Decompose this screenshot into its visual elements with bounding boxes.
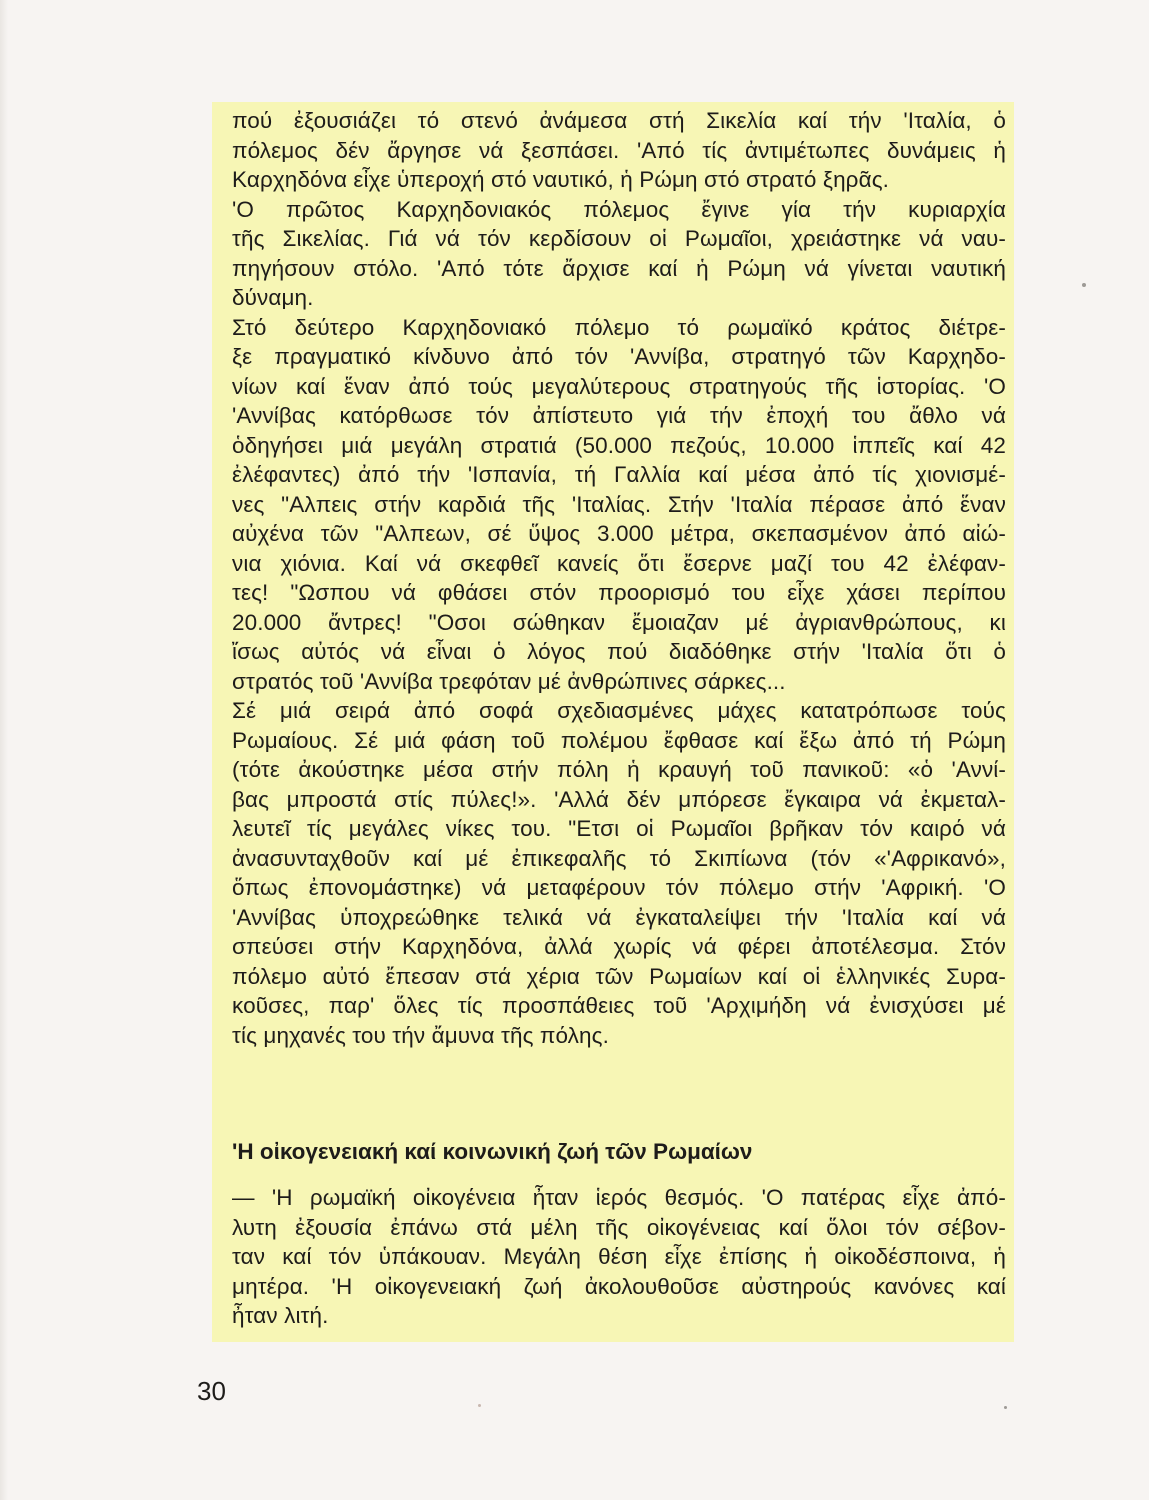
text-line: νες "Αλπεις στήν καρδιά τῆς 'Ιταλίας. Στήν 'Ιταλία πέρασε ἀπό ἕναν: [232, 491, 1006, 517]
text-line: μητέρα. 'Η οἰκογενειακή ζωή ἀκολουθοῦσε αὐστηρούς κανόνες καί: [232, 1273, 1006, 1299]
text-line: 'Ο πρῶτος Καρχηδονιακός πόλεμος ἔγινε γία τήν κυριαρχία: [232, 196, 1006, 222]
section-heading: 'Η οἰκογενειακή καί κοινωνική ζωή τῶν Ρωμαίων: [232, 1139, 753, 1164]
body-text: [232, 106, 1006, 1050]
text-line: — 'Η ρωμαϊκή οἰκογένεια ἦταν ἱερός θεσμός. 'Ο πατέρας εἶχε ἀπό-: [232, 1185, 1006, 1210]
page-edge: [0, 0, 8, 1500]
text-line: ὅπως ἐπονομάστηκε) νά μεταφέρουν τόν πόλεμο στήν 'Αφρική. 'Ο: [232, 875, 1006, 900]
text-line: νια χιόνια. Καί νά σκεφθεῖ κανείς ὅτι ἔσερνε μαζί του 42 ἐλέφαν-: [232, 550, 1006, 576]
text-line: ὁδηγήσει μιά μεγάλη στρατιά (50.000 πεζούς, 10.000 ἱππεῖς καί 42: [232, 432, 1006, 458]
text-line: ταν καί τόν ὑπάκουαν. Μεγάλη θέση εἶχε ἐπίσης ἡ οἰκοδέσποινα, ἡ: [232, 1244, 1006, 1269]
paper-speck: [1082, 283, 1086, 287]
text-line: αὐχένα τῶν "Αλπεων, σέ ὕψος 3.000 μέτρα, σκεπασμένον ἀπό αἰώ-: [232, 521, 1006, 546]
text-line: δύναμη.: [232, 285, 314, 310]
paper-speck: [478, 1404, 481, 1407]
text-line: 20.000 ἄντρες! "Οσοι σώθηκαν ἔμοιαζαν μέ ἀγριανθρώπους, κι: [232, 609, 1006, 635]
section-text: [232, 1183, 1006, 1331]
text-line: σπεύσει στήν Καρχηδόνα, ἀλλά χωρίς νά φέρει ἀποτέλεσμα. Στόν: [232, 934, 1006, 959]
text-line: πόλεμος δέν ἄργησε νά ξεσπάσει. 'Από τίς ἀντιμέτωπες δυνάμεις ἡ: [232, 137, 1006, 163]
text-line: Ρωμαίους. Σέ μιά φάση τοῦ πολέμου ἔφθασε καί ἔξω ἀπό τή Ρώμη: [232, 727, 1006, 753]
text-line: ἦταν λιτή.: [232, 1303, 329, 1328]
text-line: πηγήσουν στόλο. 'Από τότε ἄρχισε καί ἡ Ρώμη νά γίνεται ναυτική: [232, 255, 1006, 281]
text-line: τες! "Ωσπου νά φθάσει στόν προορισμό του εἶχε χάσει περίπου: [232, 580, 1006, 605]
text-line: λευτεῖ τίς μεγάλες νίκες του. "Ετσι οἱ Ρωμαῖοι βρῆκαν τόν καιρό νά: [232, 816, 1006, 841]
text-line: λυτη ἐξουσία ἐπάνω στά μέλη τῆς οἰκογένειας καί ὅλοι τόν σέβον-: [232, 1214, 1006, 1240]
text-line: Σέ μιά σειρά ἀπό σοφά σχεδιασμένες μάχες κατατρόπωσε τούς: [232, 698, 1006, 723]
paper-speck: [1004, 1406, 1007, 1409]
text-line: ξε πραγματικό κίνδυνο ἀπό τόν 'Αννίβα, στρατηγό τῶν Καρχηδο-: [232, 344, 1006, 369]
text-line: ἴσως αὐτός νά εἶναι ὁ λόγος πού διαδόθηκε στήν 'Ιταλία ὅτι ὁ: [232, 639, 1006, 664]
text-line: 'Αννίβας κατόρθωσε τόν ἀπίστευτο γιά τήν ἐποχή του ἄθλο νά: [232, 403, 1006, 428]
text-line: ἐλέφαντες) ἀπό τήν 'Ισπανία, τή Γαλλία καί μέσα ἀπό τίς χιονισμέ-: [232, 462, 1006, 487]
text-line: ἀνασυνταχθοῦν καί μέ ἐπικεφαλῆς τό Σκιπίωνα (τόν «'Αφρικανό»,: [232, 845, 1006, 871]
text-line: κοῦσες, παρ' ὅλες τίς προσπάθειες τοῦ 'Αρχιμήδη νά ἐνισχύσει μέ: [232, 993, 1006, 1018]
text-line: Καρχηδόνα εἶχε ὑπεροχή στό ναυτικό, ἡ Ρώμη στό στρατό ξηρᾶς.: [232, 167, 889, 192]
text-line: στρατός τοῦ 'Αννίβα τρεφόταν μέ ἀνθρώπινες σάρκες...: [232, 668, 786, 694]
text-line: πού ἐξουσιάζει τό στενό ἀνάμεσα στή Σικελία καί τήν 'Ιταλία, ὁ: [232, 108, 1006, 133]
text-line: τίς μηχανές του τήν ἄμυνα τῆς πόλης.: [232, 1022, 609, 1048]
page-number: 30: [197, 1376, 226, 1406]
text-line: Στό δεύτερο Καρχηδονιακό πόλεμο τό ρωμαϊκό κράτος διέτρε-: [232, 314, 1006, 340]
text-line: 'Αννίβας ὑποχρεώθηκε τελικά νά ἐγκαταλείψει τήν 'Ιταλία καί νά: [232, 904, 1006, 930]
text-line: πόλεμο αὐτό ἔπεσαν στά χέρια τῶν Ρωμαίων καί οἱ ἑλληνικές Συρα-: [232, 963, 1006, 989]
text-line: (τότε ἀκούστηκε μέσα στήν πόλη ἡ κραυγή τοῦ πανικοῦ: «ὁ 'Αννί-: [232, 757, 1006, 782]
text-line: νίων καί ἕναν ἀπό τούς μεγαλύτερους στρατηγούς τῆς ἱστορίας. 'Ο: [232, 373, 1006, 399]
text-line: τῆς Σικελίας. Γιά νά τόν κερδίσουν οἱ Ρωμαῖοι, χρειάστηκε νά ναυ-: [232, 226, 1006, 251]
text-line: βας μπροστά στίς πύλες!». 'Αλλά δέν μπόρεσε ἔγκαιρα νά ἐκμεταλ-: [232, 786, 1006, 812]
